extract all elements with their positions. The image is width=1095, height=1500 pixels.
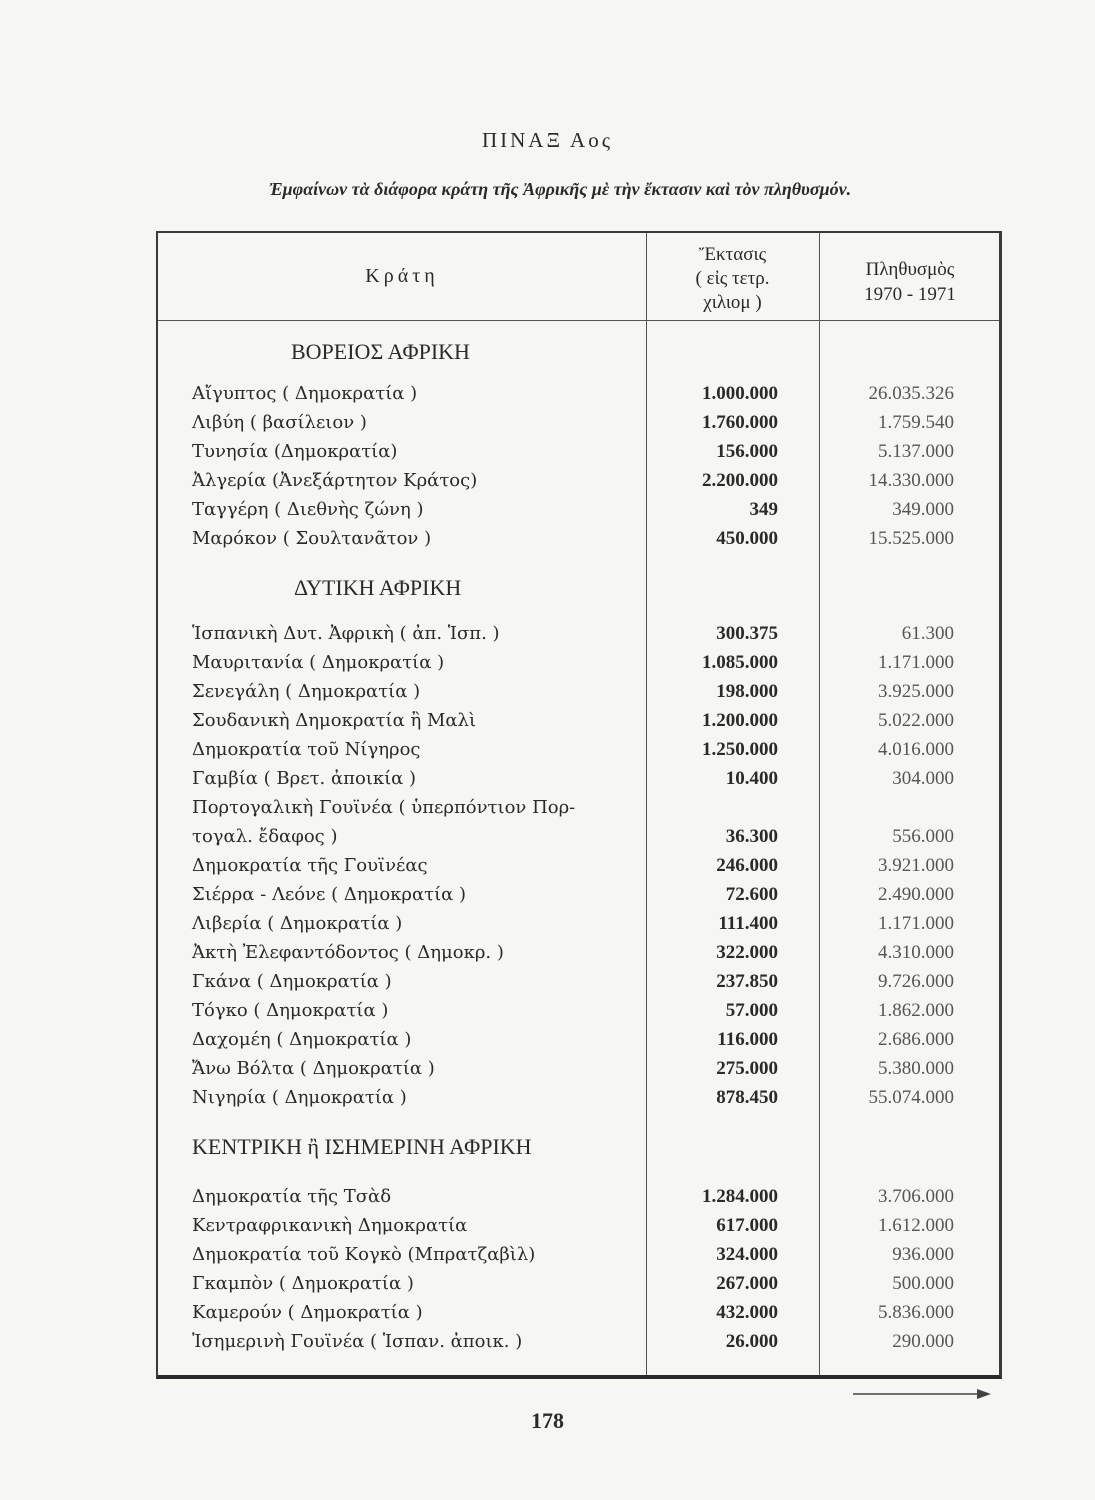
population-value: 3.921.000	[878, 855, 954, 876]
state-name: Καμερούν ( Δημοκρατία )	[192, 1302, 423, 1323]
state-name: Ταγγέρη ( Διεθνὴς ζώνη )	[192, 499, 424, 520]
state-name: Τόγκο ( Δημοκρατία )	[192, 1000, 389, 1021]
table-row	[158, 528, 999, 556]
table-row	[158, 1302, 999, 1330]
population-value: 9.726.000	[878, 971, 954, 992]
area-value: 26.000	[725, 1331, 778, 1352]
state-name: Ἄνω Βόλτα ( Δημοκρατία )	[192, 1058, 435, 1079]
area-value: 1.200.000	[702, 710, 778, 731]
table-row	[158, 1273, 999, 1301]
table-row	[158, 971, 999, 999]
table-row	[158, 739, 999, 767]
section-title-west: ΔΥΤΙΚΗ ΑΦΡΙΚΗ	[294, 575, 462, 600]
area-value: 1.000.000	[702, 383, 778, 404]
state-name: Δαχομέη ( Δημοκρατία )	[192, 1029, 412, 1050]
state-name: Σουδανικὴ Δημοκρατία ἢ Μαλὶ	[192, 710, 477, 731]
table-row	[158, 1087, 999, 1115]
table-row	[158, 1000, 999, 1028]
area-value: 198.000	[716, 681, 778, 702]
population-value: 349.000	[892, 499, 954, 520]
population-value: 61.300	[901, 623, 954, 644]
state-name: Τυνησία (Δημοκρατία)	[192, 441, 398, 462]
area-value: 10.400	[725, 768, 778, 789]
state-name: Μαρόκον ( Σουλτανᾶτον )	[192, 528, 432, 549]
table-row	[158, 768, 999, 796]
state-name: Ἀκτὴ Ἐλεφαντόδοντος ( Δημοκρ. )	[192, 942, 504, 963]
population-value: 1.612.000	[878, 1215, 954, 1236]
population-value: 5.380.000	[878, 1058, 954, 1079]
area-value: 432.000	[716, 1302, 778, 1323]
state-name: Ἀλγερία (Ἀνεξάρτητον Κράτος)	[192, 470, 478, 491]
header-population	[819, 257, 1001, 307]
state-name: Λιβερία ( Δημοκρατία )	[192, 913, 403, 934]
area-value: 1.760.000	[702, 412, 778, 433]
population-value: 2.490.000	[878, 884, 954, 905]
population-value: 500.000	[892, 1273, 954, 1294]
state-name: Δημοκρατία τοῦ Νίγηρος	[192, 739, 421, 760]
population-value: 1.171.000	[878, 652, 954, 673]
header-population-line: Πληθυσμὸς	[865, 259, 955, 280]
area-value: 324.000	[716, 1244, 778, 1265]
population-value: 304.000	[892, 768, 954, 789]
state-name: Ἱσπανικὴ Δυτ. Ἀφρικὴ ( ἀπ. Ἱσπ. )	[192, 623, 500, 644]
header-area-line: χιλιομ )	[703, 292, 762, 313]
header-population-line: 1970 - 1971	[864, 284, 956, 305]
population-value: 556.000	[892, 826, 954, 847]
table-row	[158, 1029, 999, 1057]
area-value: 878.450	[716, 1087, 778, 1108]
table-row	[158, 499, 999, 527]
area-value: 111.400	[718, 913, 778, 934]
state-name: Νιγηρία ( Δημοκρατία )	[192, 1087, 407, 1108]
table-row	[158, 681, 999, 709]
area-value: 156.000	[716, 441, 778, 462]
area-value: 275.000	[716, 1058, 778, 1079]
area-value: 267.000	[716, 1273, 778, 1294]
continue-arrow-icon	[853, 1386, 993, 1402]
population-value: 2.686.000	[878, 1029, 954, 1050]
population-value: 5.836.000	[878, 1302, 954, 1323]
table-row	[158, 942, 999, 970]
state-name: Ἰσημερινὴ Γουϊνέα ( Ἱσπαν. ἀποικ. )	[192, 1331, 523, 1352]
area-value: 237.850	[716, 971, 778, 992]
header-area-line: ( εἰς τετρ.	[695, 268, 770, 289]
header-states: Κράτη	[365, 265, 439, 287]
area-value: 246.000	[716, 855, 778, 876]
table-row	[158, 1215, 999, 1243]
table-row	[158, 412, 999, 440]
state-name: Γαμβία ( Βρετ. ἀποικία )	[192, 768, 417, 789]
area-value: 1.250.000	[702, 739, 778, 760]
table-row	[158, 1331, 999, 1359]
population-value: 290.000	[892, 1331, 954, 1352]
area-value: 2.200.000	[702, 470, 778, 491]
table-row	[158, 797, 999, 825]
area-value: 300.375	[716, 623, 778, 644]
state-name: Αἴγυπτος ( Δημοκρατία )	[192, 383, 418, 404]
population-value: 4.310.000	[878, 942, 954, 963]
population-value: 1.171.000	[878, 913, 954, 934]
table-row	[158, 710, 999, 738]
area-value: 72.600	[725, 884, 778, 905]
table-row	[158, 652, 999, 680]
population-value: 4.016.000	[878, 739, 954, 760]
section-title-central: ΚΕΝΤΡΙΚΗ ἢ ΙΣΗΜΕΡΙΝΗ ΑΦΡΙΚΗ	[192, 1134, 532, 1159]
state-name: Γκάνα ( Δημοκρατία )	[192, 971, 392, 992]
population-value: 5.022.000	[878, 710, 954, 731]
header-area	[646, 243, 819, 315]
state-name: Σενεγάλη ( Δημοκρατία )	[192, 681, 421, 702]
table-row	[158, 1058, 999, 1086]
state-name: Πορτογαλικὴ Γουϊνέα ( ὑπερπόντιον Πορ-	[192, 797, 576, 818]
table-subtitle: Ἐμφαίνων τὰ διάφορα κράτη τῆς Ἀφρικῆς μὲ τὴν ἔκτασιν καὶ τὸν πληθυσμόν.	[268, 179, 852, 199]
population-value: 3.925.000	[878, 681, 954, 702]
state-name: Κεντραφρικανικὴ Δημοκρατία	[192, 1215, 468, 1236]
table-row	[158, 913, 999, 941]
table-row	[158, 1186, 999, 1214]
table-row	[158, 826, 999, 854]
table-row	[158, 623, 999, 651]
data-table	[156, 231, 1002, 1379]
area-value: 349	[749, 499, 778, 520]
area-value: 617.000	[716, 1215, 778, 1236]
population-value: 15.525.000	[868, 528, 954, 549]
page-number: 178	[531, 1408, 564, 1433]
section-title-north: ΒΟΡΕΙΟΣ ΑΦΡΙΚΗ	[291, 339, 470, 364]
state-name-continuation: τογαλ. ἔδαφος )	[192, 826, 338, 847]
area-value: 450.000	[716, 528, 778, 549]
header-area-line: Ἔκτασις	[698, 244, 767, 265]
table-row	[158, 470, 999, 498]
state-name: Γκαμπὸν ( Δημοκρατία )	[192, 1273, 414, 1294]
population-value: 14.330.000	[868, 470, 954, 491]
population-value: 936.000	[892, 1244, 954, 1265]
population-value: 5.137.000	[878, 441, 954, 462]
area-value: 57.000	[725, 1000, 778, 1021]
state-name: Μαυριτανία ( Δημοκρατία )	[192, 652, 445, 673]
state-name: Λιβύη ( βασίλειον )	[192, 412, 367, 433]
table-row	[158, 441, 999, 469]
table-title: ΠΙΝΑΞ Αος	[481, 128, 614, 152]
population-value: 3.706.000	[878, 1186, 954, 1207]
header-divider	[158, 320, 999, 321]
state-name: Δημοκρατία τῆς Τσὰδ	[192, 1186, 392, 1207]
state-name: Σιέρρα - Λεόνε ( Δημοκρατία )	[192, 884, 467, 905]
table-row	[158, 884, 999, 912]
state-name: Δημοκρατία τοῦ Κογκὸ (Μπρατζαβὶλ)	[192, 1244, 536, 1265]
state-name: Δημοκρατία τῆς Γουϊνέας	[192, 855, 428, 876]
area-value: 322.000	[716, 942, 778, 963]
area-value: 116.000	[717, 1029, 778, 1050]
table-row	[158, 855, 999, 883]
population-value: 1.862.000	[878, 1000, 954, 1021]
area-value: 1.284.000	[702, 1186, 778, 1207]
area-value: 1.085.000	[702, 652, 778, 673]
table-row	[158, 1244, 999, 1272]
table-row	[158, 383, 999, 411]
population-value: 1.759.540	[878, 412, 954, 433]
population-value: 55.074.000	[868, 1087, 954, 1108]
population-value: 26.035.326	[868, 383, 954, 404]
area-value: 36.300	[725, 826, 778, 847]
